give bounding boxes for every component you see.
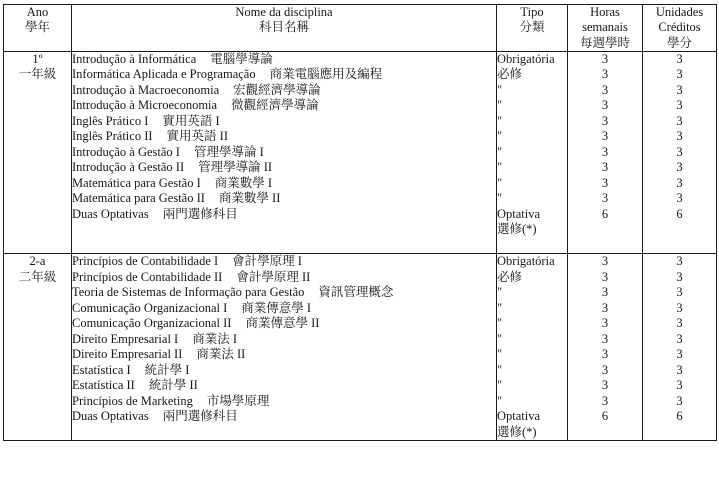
- course-type: ": [497, 393, 503, 408]
- header-credits-pt-2: Créditos: [658, 20, 701, 35]
- course-hours: 3: [601, 362, 609, 377]
- course-credits: 3: [676, 144, 683, 159]
- course-hours: 3: [601, 269, 609, 284]
- header-hours-pt-2: semanais: [582, 20, 628, 35]
- course-name-pt: Direito Empresarial II: [72, 347, 183, 362]
- group-spacer: [72, 222, 496, 253]
- list-item: [72, 129, 496, 145]
- course-type: ": [497, 160, 503, 175]
- list-item: [72, 332, 496, 348]
- course-name-pt: Estatística II: [72, 378, 135, 393]
- credits-column: [643, 254, 717, 441]
- course-hours: 3: [601, 285, 609, 300]
- course-type: ": [497, 98, 503, 113]
- course-type: ": [497, 175, 503, 190]
- course-name-pt: Comunicação Organizacional II: [72, 316, 232, 331]
- course-type: ": [497, 362, 503, 377]
- course-credits: 3: [676, 175, 683, 190]
- course-type: ": [497, 129, 503, 144]
- header-type: [497, 5, 568, 52]
- table-row: [4, 51, 717, 254]
- list-item: [72, 83, 496, 99]
- course-credits: 3: [676, 82, 683, 97]
- course-name-pt: Matemática para Gestão I: [72, 175, 201, 190]
- course-credits: 3: [676, 300, 683, 315]
- course-credits: 6: [676, 409, 683, 424]
- header-hours: [568, 5, 643, 52]
- course-credits: 3: [676, 98, 683, 113]
- table-header-row: [4, 5, 717, 52]
- course-hours: 3: [601, 98, 609, 113]
- course-hours: 3: [601, 129, 609, 144]
- course-type-zh: 選修(*): [497, 222, 537, 237]
- course-name-zh: 實用英語 I: [162, 113, 220, 128]
- list-item: [72, 98, 496, 114]
- course-hours: 3: [601, 51, 609, 66]
- course-type: ": [497, 82, 503, 97]
- course-name-zh: 市場學原理: [206, 393, 270, 408]
- course-type: ": [497, 113, 503, 128]
- course-name-zh: 實用英語 II: [166, 129, 228, 144]
- list-item: [72, 114, 496, 130]
- curriculum-table: [3, 4, 717, 441]
- type-column: [497, 254, 568, 441]
- list-item: [72, 145, 496, 161]
- course-name-zh: 商業數學 II: [218, 191, 281, 206]
- course-name-pt: Introdução à Microeconomia: [72, 98, 218, 113]
- header-type-pt: Tipo: [520, 5, 544, 19]
- course-name-zh: 會計學原理 I: [232, 254, 302, 269]
- course-hours: 3: [601, 113, 609, 128]
- course-type: Obrigatória: [497, 254, 555, 269]
- course-name-zh: 統計學 I: [144, 362, 190, 377]
- list-item: [72, 409, 496, 425]
- course-hours: 3: [601, 378, 609, 393]
- course-hours: 3: [601, 300, 609, 315]
- course-hours: 6: [601, 409, 609, 424]
- course-name-zh: 商業傳意學 I: [241, 300, 312, 315]
- list-item: [72, 316, 496, 332]
- list-item: [72, 378, 496, 394]
- header-discipline-zh: 科目名稱: [258, 20, 309, 35]
- year-label-zh: 一年級: [18, 67, 57, 82]
- course-hours: 3: [601, 144, 609, 159]
- course-name-pt: Duas Optativas: [72, 409, 149, 424]
- course-hours: 3: [601, 316, 609, 331]
- course-type: ": [497, 331, 503, 346]
- course-name-pt: Informática Aplicada e Programação: [72, 67, 256, 82]
- list-item: [72, 67, 496, 83]
- course-name-zh: 統計學 II: [148, 378, 198, 393]
- course-name-zh: 宏觀經濟學導論: [233, 82, 321, 97]
- course-name-pt: Introdução à Informática: [72, 51, 197, 66]
- course-name-pt: Introdução à Gestão I: [72, 144, 180, 159]
- course-name-pt: Princípios de Contabilidade I: [72, 254, 219, 269]
- course-credits: 3: [676, 160, 683, 175]
- course-name-zh: 電腦學導論: [210, 51, 273, 66]
- course-name-zh: 商業電腦應用及編程: [269, 67, 383, 82]
- course-type: Obrigatória: [497, 51, 555, 66]
- course-hours: 3: [601, 331, 609, 346]
- course-type: ": [497, 191, 503, 206]
- course-credits: 3: [676, 129, 683, 144]
- course-type: Optativa: [497, 206, 541, 221]
- header-hours-zh: 每週學時: [579, 35, 630, 50]
- course-credits: 3: [676, 67, 683, 82]
- course-name-zh: 管理學導論 I: [193, 144, 264, 159]
- course-hours: 3: [601, 160, 609, 175]
- list-item: [72, 347, 496, 363]
- year-label-zh: 二年級: [18, 269, 57, 284]
- course-name-pt: Princípios de Contabilidade II: [72, 269, 223, 284]
- list-item: [72, 285, 496, 301]
- course-type-zh: 選修(*): [497, 424, 537, 439]
- course-type: ": [497, 144, 503, 159]
- course-name-zh: 會計學原理 II: [236, 269, 311, 284]
- course-hours: 3: [601, 254, 609, 269]
- course-type: Optativa: [497, 409, 541, 424]
- list-item: [72, 176, 496, 192]
- header-year-zh: 學年: [24, 20, 50, 35]
- course-name-zh: 商業數學 I: [214, 175, 273, 190]
- course-type: ": [497, 378, 503, 393]
- hours-column: [568, 254, 643, 441]
- course-credits: 3: [676, 347, 683, 362]
- course-name-zh: 商業法 II: [196, 347, 246, 362]
- course-type: ": [497, 285, 503, 300]
- course-type: 必修: [497, 269, 523, 284]
- course-type: ": [497, 347, 503, 362]
- header-discipline-pt: Nome da disciplina: [235, 5, 333, 19]
- year-cell: [4, 51, 72, 254]
- course-credits: 3: [676, 254, 683, 269]
- course-name-pt: Direito Empresarial I: [72, 331, 179, 346]
- course-name-zh: 資訊管理概念: [318, 285, 394, 300]
- list-item: [72, 394, 496, 410]
- course-hours: 3: [601, 175, 609, 190]
- year-cell: [4, 254, 72, 441]
- header-year: [4, 5, 72, 52]
- course-name-zh: 兩門選修科目: [162, 206, 238, 221]
- course-credits: 3: [676, 378, 683, 393]
- course-credits: 6: [676, 206, 683, 221]
- course-name-zh: 兩門選修科目: [162, 409, 238, 424]
- course-credits: 3: [676, 285, 683, 300]
- course-credits: 3: [676, 113, 683, 128]
- course-name-zh: 商業傳意學 II: [245, 316, 320, 331]
- course-credits: 3: [676, 362, 683, 377]
- course-name-zh: 管理學導論 II: [198, 160, 273, 175]
- course-name-pt: Princípios de Marketing: [72, 393, 193, 408]
- course-credits: 3: [676, 331, 683, 346]
- table-row: [4, 254, 717, 441]
- course-type: ": [497, 300, 503, 315]
- course-list: [72, 254, 497, 441]
- year-label-pt: 2-a: [29, 254, 46, 269]
- course-hours: 3: [601, 347, 609, 362]
- header-credits-pt-1: Unidades: [655, 5, 704, 19]
- list-item: [72, 301, 496, 317]
- course-name-pt: Teoria de Sistemas de Informação para Gestão: [72, 285, 305, 300]
- course-credits: 3: [676, 393, 683, 408]
- course-name-pt: Comunicação Organizacional I: [72, 300, 228, 315]
- course-type: ": [497, 316, 503, 331]
- course-name-pt: Matemática para Gestão II: [72, 191, 205, 206]
- course-hours: 3: [601, 393, 609, 408]
- course-hours: 6: [601, 206, 609, 221]
- type-column: [497, 51, 568, 254]
- course-name-pt: Introdução à Gestão II: [72, 160, 185, 175]
- course-name-pt: Duas Optativas: [72, 206, 149, 221]
- course-credits: 3: [676, 191, 683, 206]
- list-item: [72, 363, 496, 379]
- header-type-zh: 分類: [519, 20, 545, 35]
- course-name-zh: 微觀經濟學導論: [231, 98, 319, 113]
- course-hours: 3: [601, 82, 609, 97]
- course-credits: 3: [676, 316, 683, 331]
- list-item: [72, 191, 496, 207]
- list-item: [72, 52, 496, 68]
- course-hours: 3: [601, 191, 609, 206]
- hours-column: [568, 51, 643, 254]
- course-name-zh: 商業法 I: [192, 331, 238, 346]
- table-header: [4, 5, 717, 52]
- header-credits-zh: 學分: [666, 35, 692, 50]
- year-label-pt: 1º: [32, 51, 43, 66]
- course-credits: 3: [676, 51, 683, 66]
- header-credits: [643, 5, 717, 52]
- credits-column: [643, 51, 717, 254]
- list-item: [72, 160, 496, 176]
- header-year-pt: Ano: [26, 5, 49, 19]
- course-credits: 3: [676, 269, 683, 284]
- list-item: [72, 254, 496, 270]
- table-body: [4, 51, 717, 441]
- header-discipline: [72, 5, 497, 52]
- list-item: [72, 270, 496, 286]
- course-type: 必修: [497, 67, 523, 82]
- course-name-pt: Estatística I: [72, 362, 131, 377]
- course-hours: 3: [601, 67, 609, 82]
- course-name-pt: Inglês Prático II: [72, 129, 153, 144]
- course-name-pt: Introdução à Macroeconomia: [72, 82, 220, 97]
- header-hours-pt-1: Horas: [590, 5, 620, 19]
- course-name-pt: Inglês Prático I: [72, 113, 149, 128]
- course-list: [72, 51, 497, 254]
- list-item: [72, 207, 496, 223]
